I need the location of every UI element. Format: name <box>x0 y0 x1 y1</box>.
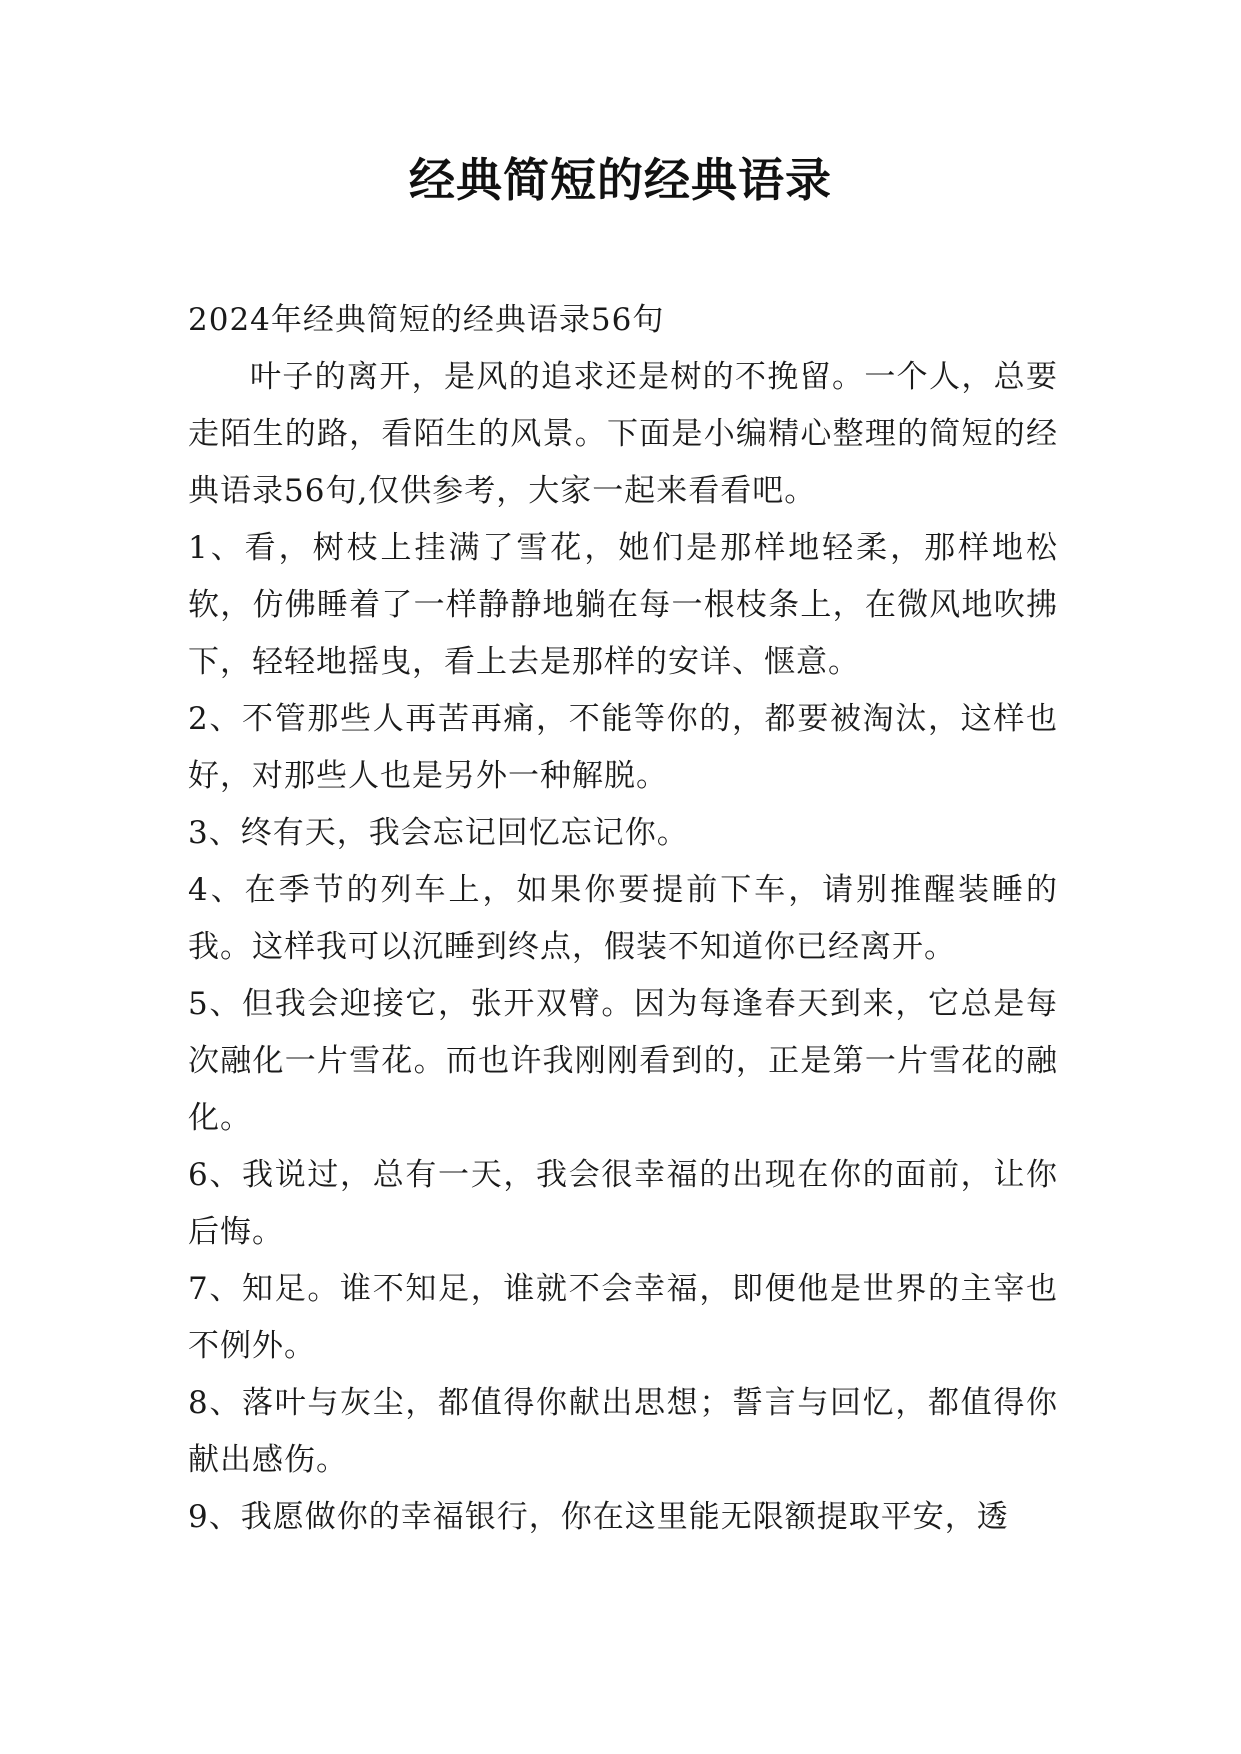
document-subtitle: 2024年经典简短的经典语录56句 <box>188 302 665 338</box>
quote-item-9: 9、我愿做你的幸福银行，你在这里能无限额提取平安，透 <box>188 1499 1009 1535</box>
quote-item-6: 6、我说过，总有一天，我会很幸福的出现在你的面前，让你后悔。 <box>188 1157 1058 1250</box>
quote-item-2: 2、不管那些人再苦再痛，不能等你的，都要被淘汰，这样也好，对那些人也是另外一种解脱。 <box>188 701 1058 794</box>
document-body <box>188 292 1058 1546</box>
quote-item-7: 7、知足。谁不知足，谁就不会幸福，即便他是世界的主宰也不例外。 <box>188 1271 1058 1364</box>
quote-item-1: 1、看，树枝上挂满了雪花，她们是那样地轻柔，那样地松软，仿佛睡着了一样静静地躺在每一根枝条上，在微风地吹拂下，轻轻地摇曳，看上去是那样的安详、惬意。 <box>188 530 1058 680</box>
document-title: 经典简短的经典语录 <box>409 153 832 207</box>
quote-item-4: 4、在季节的列车上，如果你要提前下车，请别推醒装睡的我。这样我可以沉睡到终点，假装不知道你已经离开。 <box>188 872 1058 965</box>
intro-paragraph: 叶子的离开，是风的追求还是树的不挽留。一个人，总要走陌生的路，看陌生的风景。下面是小编精心整理的简短的经典语录56句,仅供参考，大家一起来看看吧。 <box>188 359 1058 509</box>
quote-item-3: 3、终有天，我会忘记回忆忘记你。 <box>188 815 689 851</box>
quote-item-5: 5、但我会迎接它，张开双臂。因为每逢春天到来，它总是每次融化一片雪花。而也许我刚刚看到的，正是第一片雪花的融化。 <box>188 986 1058 1136</box>
quote-item-8: 8、落叶与灰尘，都值得你献出思想；誓言与回忆，都值得你献出感伤。 <box>188 1385 1058 1478</box>
